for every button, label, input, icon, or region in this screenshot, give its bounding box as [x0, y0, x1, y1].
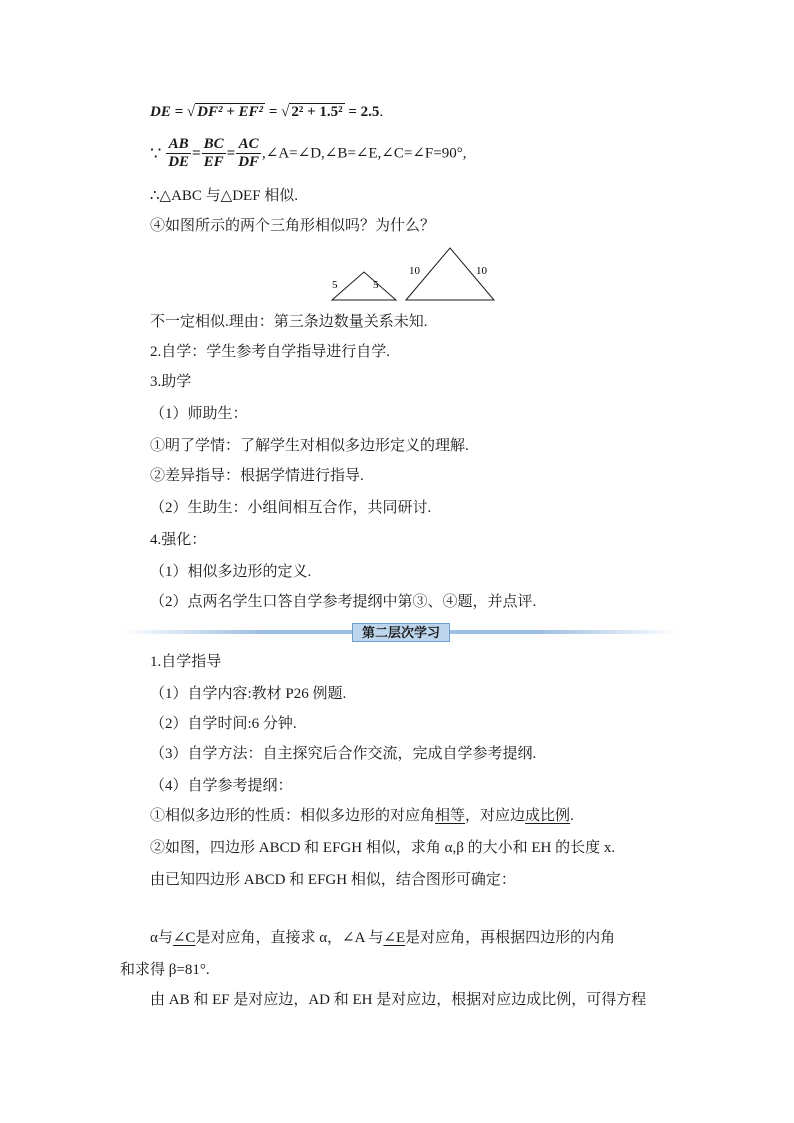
reasoning-text: α与 [150, 930, 173, 946]
formula-result: = 2.5 [348, 104, 380, 120]
section-title: 第二层次学习 [352, 623, 450, 642]
small-triangle-right-label: 5 [373, 279, 379, 291]
small-triangle [332, 272, 396, 300]
step-3-1a: ①明了学情：了解学生对相似多边形定义的理解. [150, 438, 469, 454]
step-3-1: （1）师助生： [150, 406, 248, 422]
formula-eq: = [174, 104, 184, 120]
fraction-numerator: AB [166, 136, 191, 154]
fraction-ac-df [236, 136, 261, 171]
angle-equalities: ,∠A=∠D,∠B=∠E,∠C=∠F=90°, [262, 145, 467, 162]
step-2: 2.自学：学生参考自学指导进行自学. [150, 344, 391, 360]
fraction-denominator: DE [168, 154, 190, 171]
reasoning-text: 是对应角，再根据四边形的内角 [405, 930, 616, 946]
fraction-ab-de [166, 136, 191, 171]
step-3-1b: ②差异指导：根据学情进行指导. [150, 468, 364, 484]
step-4: 4.强化： [150, 532, 207, 548]
formula-ratios [150, 134, 466, 173]
triangles-figure [320, 244, 510, 306]
step-3-2: （2）生助生：小组间相互合作，共同研讨. [150, 500, 432, 516]
formula-eq: = [268, 104, 278, 120]
large-triangle-left-label: 10 [409, 265, 420, 277]
angle-reasoning-line [150, 928, 615, 948]
level2-item-1: 1.自学指导 [150, 654, 222, 670]
answer-4: 不一定相似.理由：第三条边数量关系未知. [150, 314, 428, 330]
level2-item-1c: （3）自学方法：自主探究后合作交流，完成自学参考提纲. [150, 746, 537, 762]
given-line: 由已知四边形 ABCD 和 EFGH 相似，结合图形可确定： [150, 872, 516, 888]
step-4-1: （1）相似多边形的定义. [150, 564, 312, 580]
property-text: . [570, 808, 574, 824]
property-text: ，对应边 [465, 808, 526, 824]
small-triangle-left-label: 5 [332, 279, 338, 291]
formula-tail: . [379, 104, 384, 120]
sqrt-sign: √ [186, 104, 196, 120]
level2-item-1a: （1）自学内容:教材 P26 例题. [150, 686, 347, 702]
equals-sign: = [192, 145, 201, 162]
section-banner [120, 622, 680, 642]
fraction-bc-ef [202, 136, 226, 171]
reasoning-text: 是对应角，直接求 α，∠A 与 [195, 930, 384, 946]
step-3: 3.助学 [150, 374, 192, 390]
question-4: ④如图所示的两个三角形相似吗？为什么？ [150, 218, 436, 234]
radicand-2: 2² + 1.5² [291, 104, 343, 120]
level2-item-1b: （2）自学时间:6 分钟. [150, 716, 297, 732]
blank-answer-equal: 相等 [435, 808, 466, 824]
fraction-denominator: EF [203, 154, 224, 171]
step-4-2: （2）点两名学生口答自学参考提纲中第③、④题，并点评. [150, 594, 537, 610]
blank-answer-angle-c: ∠C [172, 930, 196, 946]
formula-lhs: DE [150, 104, 171, 120]
fraction-numerator: BC [203, 136, 224, 153]
because-symbol: ∵ [150, 143, 162, 164]
equals-sign: = [226, 145, 236, 162]
conclusion-line: ∴△ABC 与△DEF 相似. [150, 188, 299, 204]
formula-de [150, 102, 383, 122]
level2-item-1d: （4）自学参考提纲： [150, 778, 293, 794]
fraction-denominator: DF [238, 154, 260, 171]
property-line [150, 806, 574, 826]
sqrt-sign: √ [281, 104, 290, 120]
side-reasoning-line: 由 AB 和 EF 是对应边，AD 和 EH 是对应边，根据对应边成比例，可得方程 [150, 992, 647, 1008]
blank-answer-proportional: 成比例 [525, 808, 571, 824]
beta-result-line: 和求得 β=81°. [120, 962, 210, 978]
property-text: ①相似多边形的性质：相似多边形的对应角 [150, 808, 436, 824]
radicand-1: DF² + EF² [197, 104, 264, 120]
blank-answer-angle-e: ∠E [383, 930, 406, 946]
question-abcd: ②如图，四边形 ABCD 和 EFGH 相似，求角 α,β 的大小和 EH 的长度 x. [150, 840, 616, 856]
fraction-numerator: AC [236, 136, 261, 154]
large-triangle-right-label: 10 [476, 265, 487, 277]
